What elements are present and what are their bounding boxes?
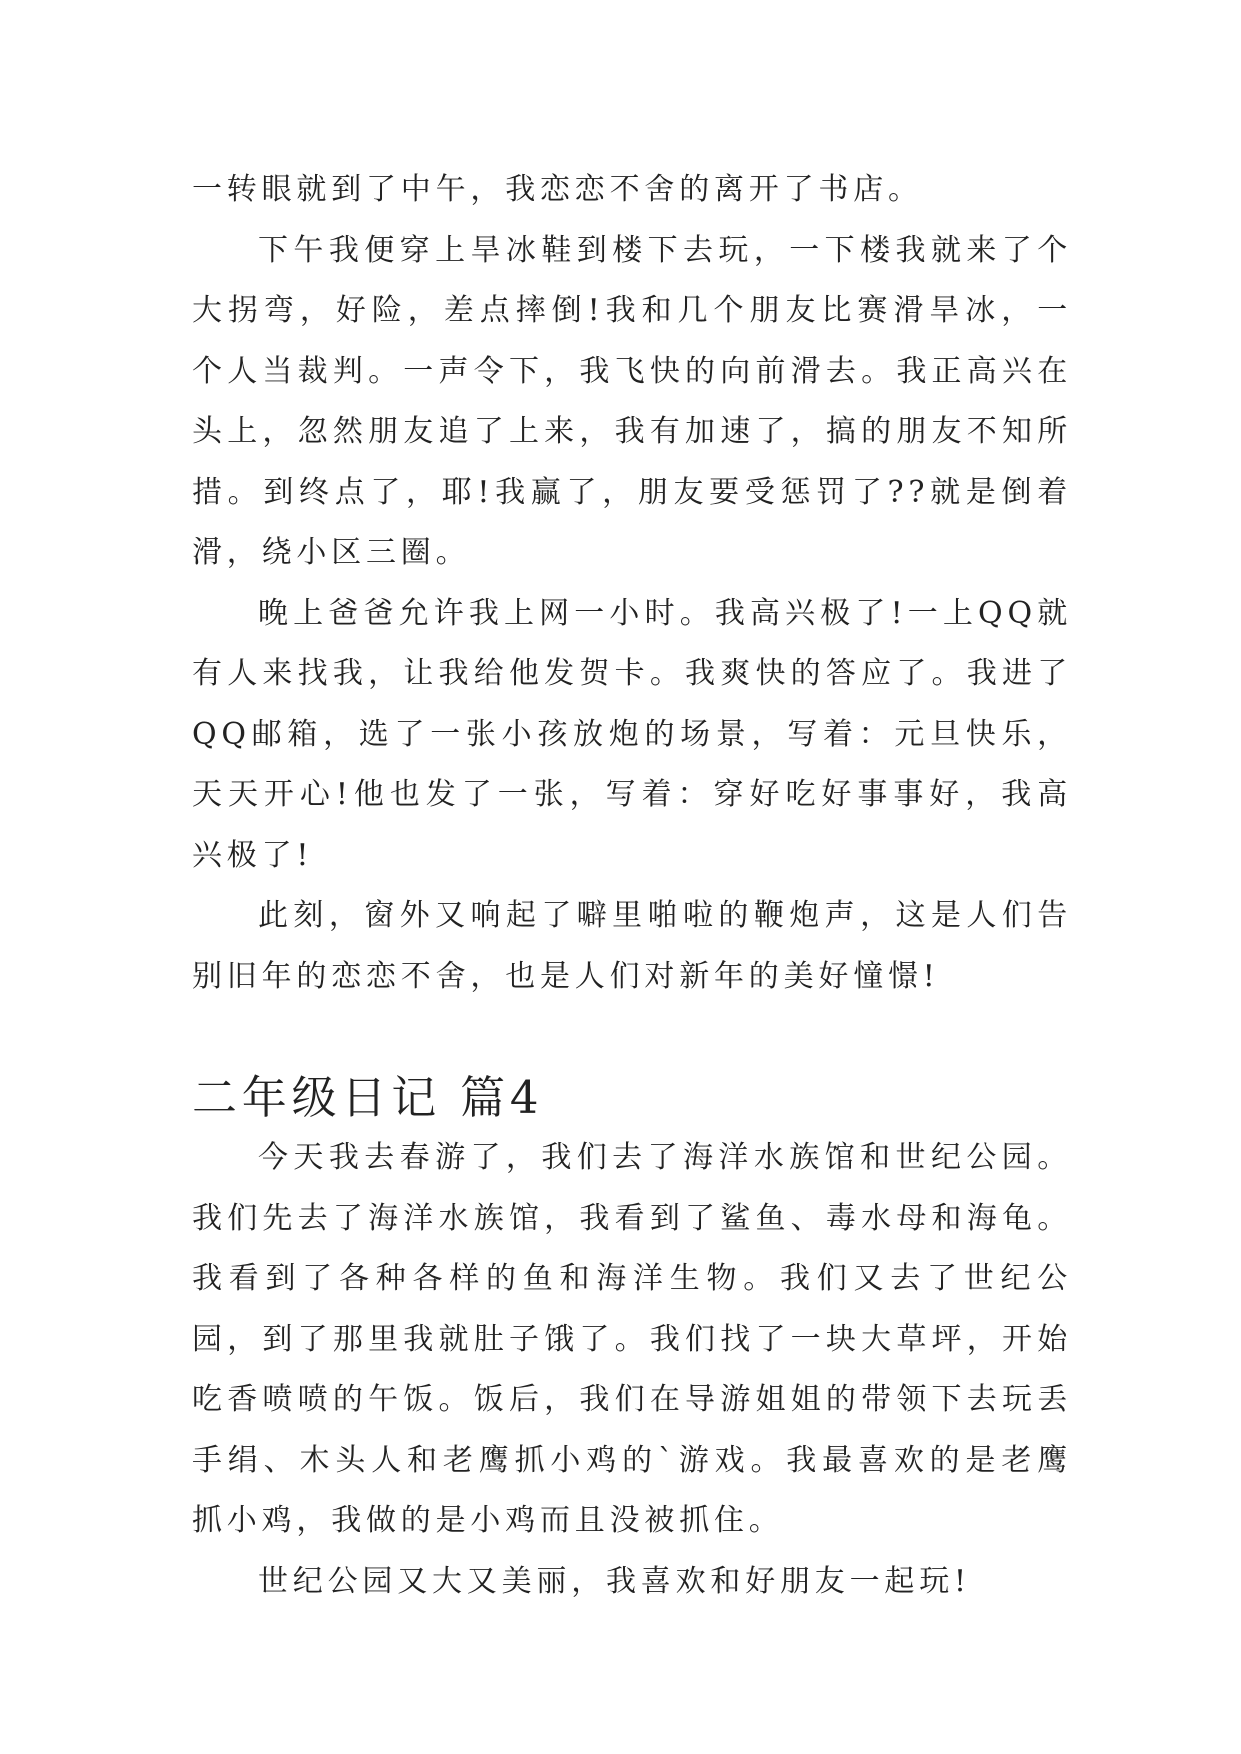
paragraph-spring-outing: 今天我去春游了，我们去了海洋水族馆和世纪公园。我们先去了海洋水族馆，我看到了鲨鱼、毒水母和海龟。我看到了各种各样的鱼和海洋生物。我们又去了世纪公园，到了那里我就肚子饿了。我们找了一块大草坪，开始吃香喷喷的午饭。饭后，我们在导游姐姐的带领下去玩丢手绢、木头人和老鹰抓小鸡的`游戏。我最喜欢的是老鹰抓小鸡，我做的是小鸡而且没被抓住。 [192,1140,1072,1538]
section-heading: 二年级日记 篇4 [192,1070,544,1124]
paragraph-continued: 一转眼就到了中午，我恋恋不舍的离开了书店。 [192,172,923,207]
paragraph-skating: 下午我便穿上旱冰鞋到楼下去玩，一下楼我就来了个大拐弯，好险，差点摔倒!我和几个朋友比赛滑旱冰，一个人当裁判。一声令下，我飞快的向前滑去。我正高兴在头上，忽然朋友追了上来，我有加速了，搞的朋友不知所措。到终点了，耶!我赢了，朋友要受惩罚了??就是倒着滑，绕小区三圈。 [192,232,1072,570]
paragraph-firecrackers: 此刻，窗外又响起了噼里啪啦的鞭炮声，这是人们告别旧年的恋恋不舍，也是人们对新年的美好憧憬! [192,898,1072,994]
paragraph-century-park: 世纪公园又大又美丽，我喜欢和好朋友一起玩! [258,1563,971,1599]
paragraph-evening-qq: 晚上爸爸允许我上网一小时。我高兴极了!一上QQ就有人来找我，让我给他发贺卡。我爽快的答应了。我进了QQ邮箱，选了一张小孩放炮的场景，写着：元旦快乐，天天开心!他也发了一张，写着：穿好吃好事事好，我高兴极了! [192,595,1072,873]
document-body [192,160,1072,1612]
